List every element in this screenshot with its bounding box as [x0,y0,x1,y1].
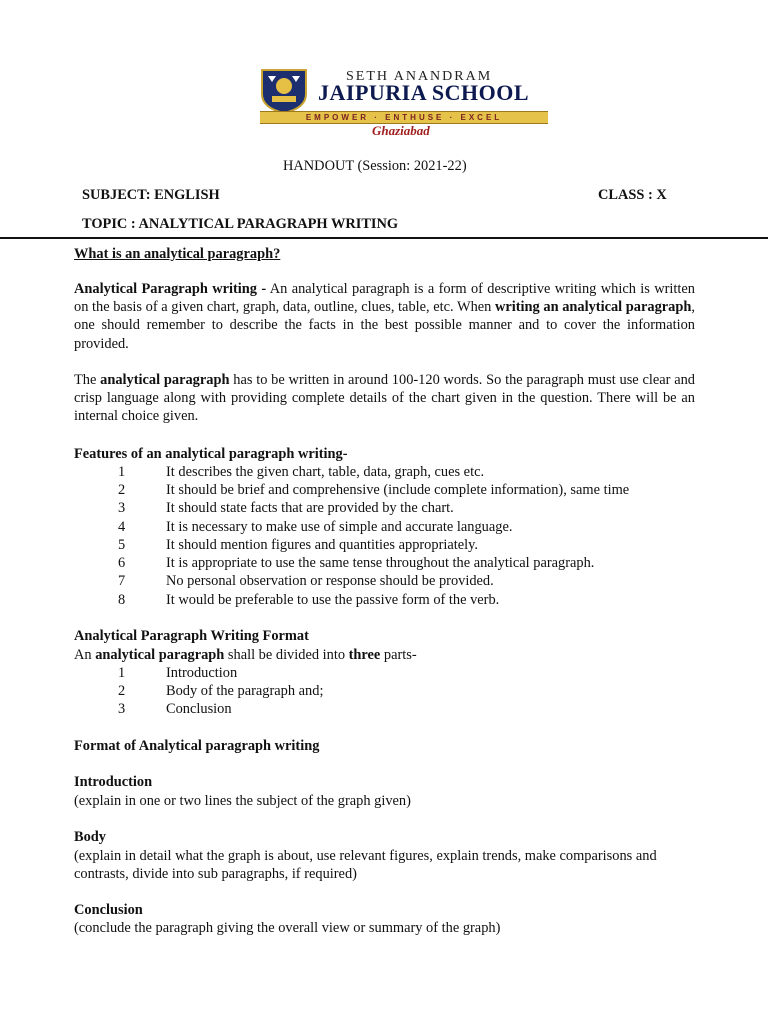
school-logo [258,66,550,138]
logo-school-name: JAIPURIA SCHOOL [318,80,530,105]
class-line: CLASS : X [598,187,667,203]
format-of-heading: Format of Analytical paragraph writing [74,738,320,754]
handout-title: HANDOUT (Session: 2021-22) [283,158,467,174]
body-text: (explain in detail what the graph is about, use relevant figures, explain trends, make comparisons and contrasts, divide into sub paragraphs, if required) [74,848,657,883]
question-heading: What is an analytical paragraph? [74,246,281,262]
list-item: It would be preferable to use the passive form of the verb. [166,592,500,608]
list-number: 2 [118,482,126,498]
list-item: Body of the paragraph and; [166,683,324,699]
list-number: 3 [118,701,126,717]
format-intro-line: An analytical paragraph shall be divided into three parts- [74,647,417,663]
introduction-text: (explain in one or two lines the subject of the graph given) [74,793,411,809]
list-item: It should state facts that are provided by the chart. [166,500,454,516]
list-item: No personal observation or response should be provided. [166,573,494,589]
list-item: It should be brief and comprehensive (include complete information), same time [166,482,630,498]
list-number: 3 [118,500,126,516]
logo-top-text: SETH ANANDRAM [346,69,493,84]
list-number: 6 [118,555,126,571]
list-number: 1 [118,665,126,681]
conclusion-heading: Conclusion [74,902,143,918]
list-number: 8 [118,592,126,608]
list-number: 2 [118,683,126,699]
list-item: Conclusion [166,701,232,717]
list-item: Introduction [166,665,238,681]
list-number: 7 [118,573,126,589]
subject-line: SUBJECT: ENGLISH [82,187,220,203]
topic-line: TOPIC : ANALYTICAL PARAGRAPH WRITING [82,216,399,232]
list-number: 4 [118,519,126,535]
list-number: 5 [118,537,126,553]
logo-motto: EMPOWER · ENTHUSE · EXCEL [305,113,503,122]
body-heading: Body [74,829,106,845]
list-item: It describes the given chart, table, data, graph, cues etc. [166,464,485,480]
list-item: It is appropriate to use the same tense throughout the analytical paragraph. [166,555,595,571]
list-item: It is necessary to make use of simple and accurate language. [166,519,513,535]
header-divider [0,237,768,239]
word-count-paragraph: The analytical paragraph has to be written in around 100-120 words. So the paragraph must use clear and crisp language along with providing complete details of the chart given in the question. There will be an internal choice given. [74,372,695,425]
features-heading: Features of an analytical paragraph writing- [74,446,348,462]
intro-paragraph: Analytical Paragraph writing - An analytical paragraph is a form of descriptive writing which is written on the basis of a given chart, graph, data, outline, clues, table, etc. When writing an analytical paragraph, one should remember to describe the facts in the best possible manner and to cover the information provided. [74,281,695,352]
conclusion-text: (conclude the paragraph giving the overall view or summary of the graph) [74,920,501,936]
format-heading: Analytical Paragraph Writing Format [74,628,309,644]
logo-city: Ghaziabad [372,123,430,138]
introduction-heading: Introduction [74,774,153,790]
school-crest-icon [258,68,310,114]
list-item: It should mention figures and quantities appropriately. [166,537,478,553]
list-number: 1 [118,464,126,480]
